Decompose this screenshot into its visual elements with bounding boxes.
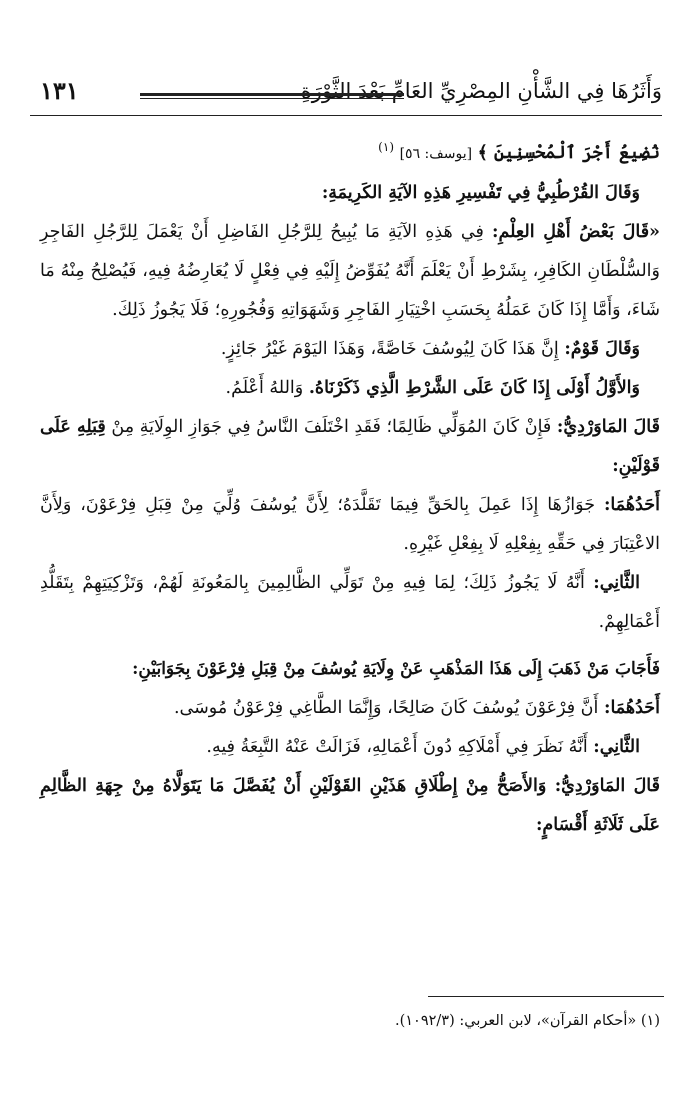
awla-lead: وَالأَوَّلُ أَوْلَى إِذَا كَانَ عَلَى الشَّرْطِ الَّذِي ذَكَرْنَاهُ. <box>308 377 640 398</box>
second-opinion <box>40 564 660 642</box>
mawardi-paragraph-1 <box>40 408 660 486</box>
header-divider <box>30 115 662 116</box>
footnote: (١) «أحكام القرآن»، لابن العربي: (١٠٩٢/٣). <box>394 1013 660 1029</box>
first-body: جَوَازُهَا إِذَا عَمِلَ بِالحَقِّ فِيمَا تَقَلَّدَهُ؛ لِأَنَّ يُوسُفَ وُلِّيَ مِنْ قِبَلِ فِرْعَوْنَ، وَلِأَنَّ الاعْتِبَارَ فِي حَقِّهِ بِفِعْلِهِ لَا بِفِعْلِ غَيْرِهِ. <box>40 494 660 554</box>
answer-1 <box>40 689 660 728</box>
second-body: أَنَّهُ لَا يَجُوزُ ذَلِكَ؛ لِمَا فِيهِ مِنْ تَوَلِّي الظَّالِمِينَ بِالمَعُونَةِ لَهُمْ، وَتَزْكِيَتِهِمْ بِتَقَلُّدِ أَعْمَالِهِمْ. <box>40 572 660 632</box>
mawardi2-lead: قَالَ المَاوَرْدِيُّ: <box>554 775 660 796</box>
footnote-divider <box>428 996 664 997</box>
verse-text: نُضِيعُ أَجْرَ ٱلْمُحْسِنِينَ ﴾ <box>477 142 660 163</box>
second-lead: الثَّانِي: <box>593 572 640 593</box>
main-text <box>40 128 660 845</box>
verse-line <box>40 128 660 174</box>
answer2-body: أَنَّهُ نَظَرَ فِي أَمْلَاكِهِ دُونَ أَعْمَالِهِ، فَزَالَتْ عَنْهُ التَّبِعَةُ فِيهِ. <box>206 736 588 757</box>
answer-2 <box>40 728 660 767</box>
mawardi1-lead: قَالَ المَاوَرْدِيُّ: <box>556 416 660 437</box>
answer1-body: أَنَّ فِرْعَوْنَ يُوسُفَ كَانَ صَالِحًا، وَإِنَّمَا الطَّاغِي فِرْعَوْنُ مُوسَى. <box>173 697 599 718</box>
mawardi1-body: فَإِنْ كَانَ المُوَلِّي ظَالِمًا؛ فَقَدِ اخْتَلَفَ النَّاسُ فِي جَوَازِ الوِلَايَةِ مِنْ <box>111 416 552 437</box>
awla-paragraph <box>40 369 660 408</box>
qawm-lead: وَقَالَ قَوْمٌ: <box>564 338 640 359</box>
page-number: ١٣١ <box>40 76 79 105</box>
header-title: وَأَثَرُهَا فِي الشَّأْنِ المِصْرِيِّ العَامِّ بَعْدَ الثَّوْرَةِ <box>300 79 662 103</box>
footnote-marker: (١) <box>378 140 394 154</box>
verse-reference: [يوسف: ٥٦] <box>399 145 473 162</box>
qawm-paragraph <box>40 330 660 369</box>
answer1-lead: أَحَدُهُمَا: <box>603 697 660 718</box>
quote-lead: «قَالَ بَعْضُ أَهْلِ العِلْمِ: <box>492 221 660 242</box>
section-heading: فَأَجَابَ مَنْ ذَهَبَ إِلَى هَذَا المَذْهَبِ عَنْ وِلَايَةِ يُوسُفَ مِنْ قِبَلِ فِرْعَوْنَ بِجَوَابَيْنِ: <box>132 658 660 679</box>
qurtubi-intro: وَقَالَ القُرْطُبِيُّ فِي تَفْسِيرِ هَذِهِ الآيَةِ الكَرِيمَةِ: <box>321 182 640 203</box>
quote-paragraph <box>40 213 660 330</box>
first-lead: أَحَدُهُمَا: <box>603 494 660 515</box>
qawm-body: إِنَّ هَذَا كَانَ لِيُوسُفَ خَاصَّةً، وَهَذَا اليَوْمَ غَيْرُ جَائِزٍ. <box>220 338 559 359</box>
mawardi2-body: وَالأَصَحُّ مِنْ إِطْلَاقِ هَذَيْنِ القَوْلَيْنِ أَنْ يُفَصَّلَ مَا يَتَوَلَّاهُ مِنْ جِهَةِ الظَّالِمِ عَلَى ثَلَاثَةِ أَقْسَامٍ: <box>40 775 660 835</box>
awla-end: وَاللهُ أَعْلَمُ. <box>225 377 304 398</box>
quote-body: فِي هَذِهِ الآيَةِ مَا يُبِيحُ لِلرَّجُلِ الفَاضِلِ أَنْ يَعْمَلَ لِلرَّجُلِ الفَاجِرِ وَالسُّلْطَانِ الكَافِرِ، بِشَرْطِ أَنْ يَعْلَمَ أَنَّهُ يُفَوِّضُ إِلَيْهِ فِي فِعْلٍ لَا يُعَارِضُهُ فِيهِ، فَيُصْلِحُ مِنْهُ مَا شَاءَ، وَأَمَّا إِذَا كَانَ عَمَلُهُ بِحَسَبِ اخْتِيَارِ الفَاجِرِ وَشَهَوَاتِهِ وَفُجُورِهِ؛ فَلَا يَجُوزُ ذَلِكَ. <box>40 221 660 320</box>
mawardi1-tail: قِبَلِهِ عَلَى قَوْلَيْنِ: <box>40 416 660 476</box>
answer2-lead: الثَّانِي: <box>593 736 640 757</box>
running-header <box>30 74 662 114</box>
header-ornament-rule <box>140 93 404 99</box>
mawardi-paragraph-2 <box>40 767 660 845</box>
first-opinion <box>40 486 660 564</box>
